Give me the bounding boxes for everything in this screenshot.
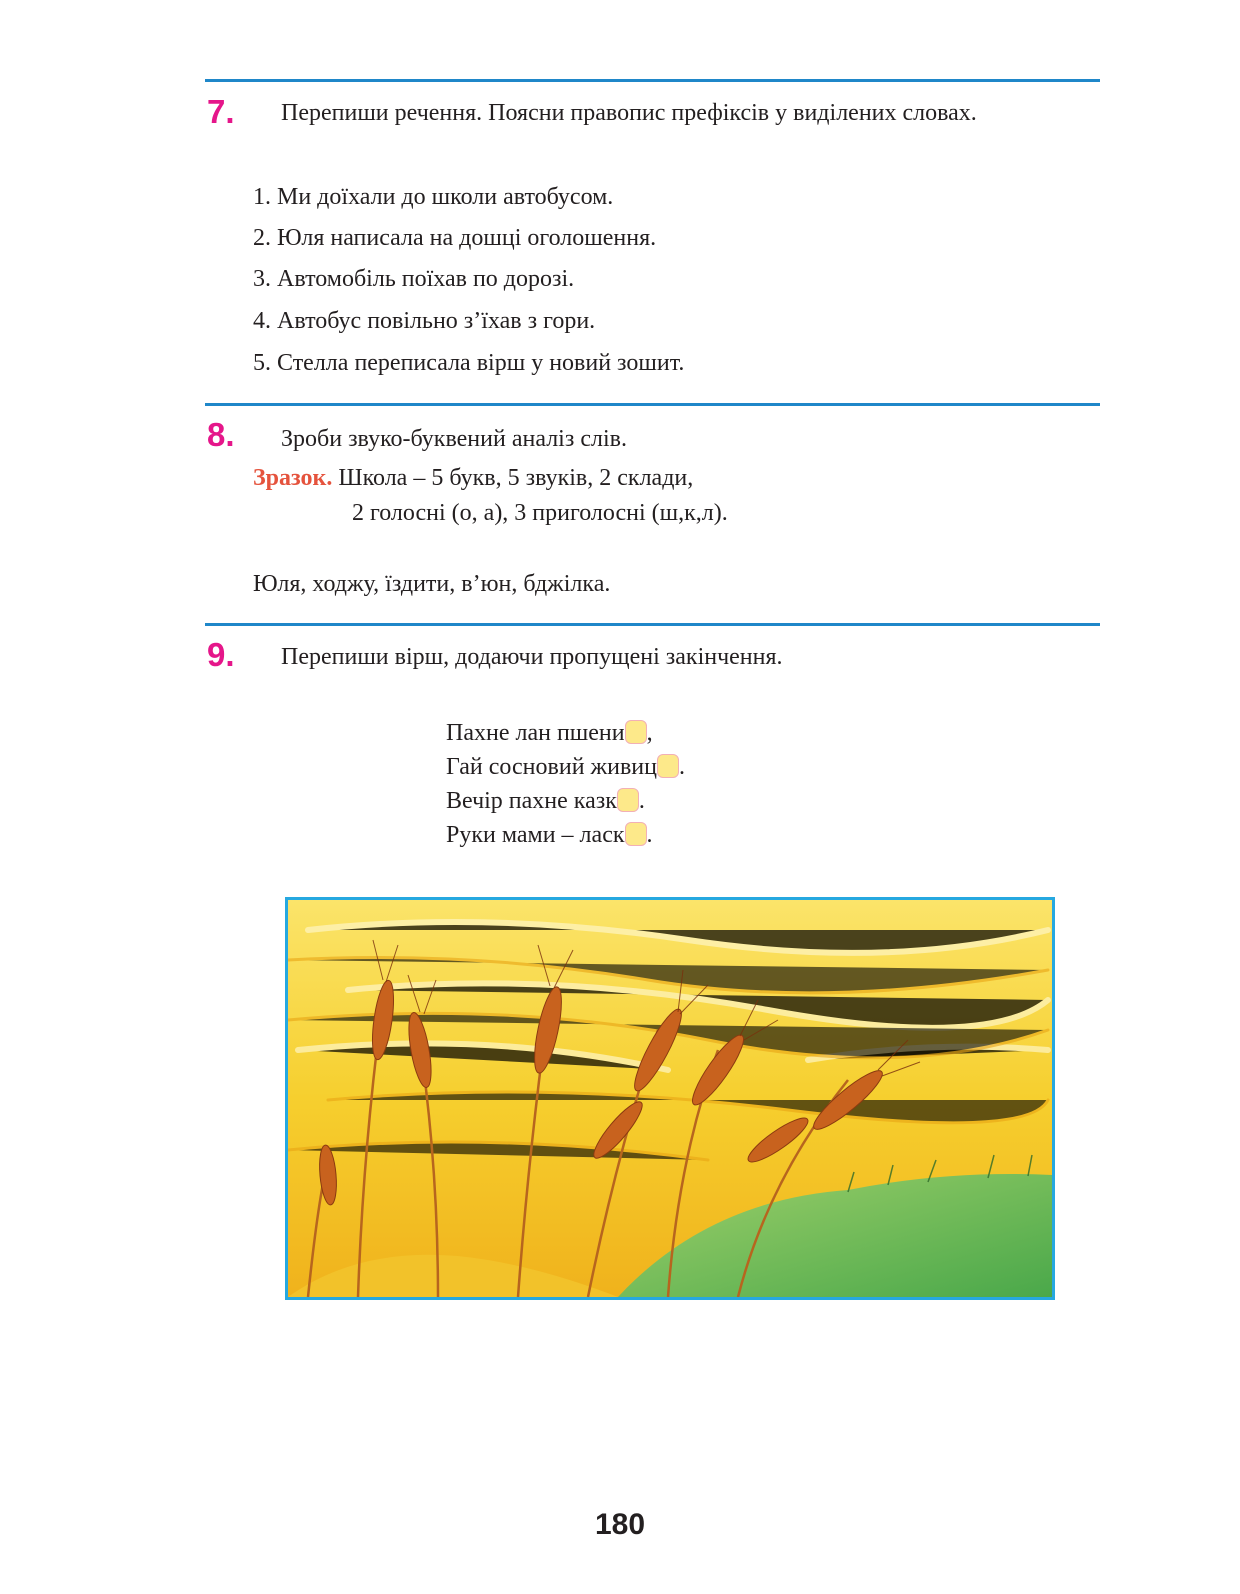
task-7-sentence-4: 4. Автобус повільно з’їхав з гори. bbox=[253, 308, 596, 334]
divider-top bbox=[205, 79, 1100, 82]
poem-line-3-punct: . bbox=[638, 788, 645, 814]
poem-line-2-punct: . bbox=[678, 754, 685, 780]
task-7-sentence-3: 3. Автомобіль поїхав по дорозі. bbox=[253, 266, 575, 292]
poem-line-3 bbox=[446, 784, 685, 818]
divider-task-9 bbox=[205, 623, 1100, 626]
task-8-words: Юля, ходжу, їздити, в’юн, бджілка. bbox=[253, 571, 611, 597]
page-number: 180 bbox=[594, 1508, 646, 1541]
missing-ending-box bbox=[657, 754, 679, 778]
task-8-number: 8. bbox=[207, 416, 235, 453]
sample-line-1: Школа – 5 букв, 5 звуків, 2 склади, bbox=[332, 465, 694, 491]
wheat-field-image bbox=[288, 900, 1052, 1297]
task-8-instruction: Зроби звуко-буквений аналіз слів. bbox=[281, 426, 627, 452]
task-9-instruction: Перепиши вірш, додаючи пропущені закінчення. bbox=[281, 644, 783, 670]
missing-ending-box bbox=[617, 788, 639, 812]
missing-ending-box bbox=[625, 822, 647, 846]
task-7-number: 7. bbox=[207, 93, 235, 130]
task-7-instruction: Перепиши речення. Поясни правопис префіксів у виділених словах. bbox=[281, 100, 977, 126]
missing-ending-box bbox=[625, 720, 647, 744]
poem-line-1-punct: , bbox=[646, 720, 653, 746]
poem-line-1-text: Пахне лан пшени bbox=[446, 720, 625, 746]
task-8-sample-line-2: 2 голосні (о, а), 3 приголосні (ш,к,л). bbox=[352, 500, 728, 526]
task-7-sentence-2: 2. Юля написала на дошці оголошення. bbox=[253, 225, 657, 251]
sample-label: Зразок. bbox=[253, 465, 333, 491]
poem-line-4 bbox=[446, 818, 685, 852]
poem-line-3-text: Вечір пахне казк bbox=[446, 788, 617, 814]
poem-line-2-text: Гай сосновий живиц bbox=[446, 754, 657, 780]
task-8-sample bbox=[253, 462, 693, 495]
task-9-number: 9. bbox=[207, 636, 235, 673]
poem-line-2 bbox=[446, 750, 685, 784]
poem-line-4-punct: . bbox=[646, 822, 653, 848]
poem bbox=[446, 716, 685, 852]
wheat-field-illustration bbox=[285, 897, 1055, 1300]
task-7-sentence-5: 5. Стелла переписала вірш у новий зошит. bbox=[253, 350, 685, 376]
poem-line-1 bbox=[446, 716, 685, 750]
divider-task-8 bbox=[205, 403, 1100, 406]
poem-line-4-text: Руки мами – ласк bbox=[446, 822, 625, 848]
task-7-sentence-1: 1. Ми доїхали до школи автобусом. bbox=[253, 184, 614, 210]
